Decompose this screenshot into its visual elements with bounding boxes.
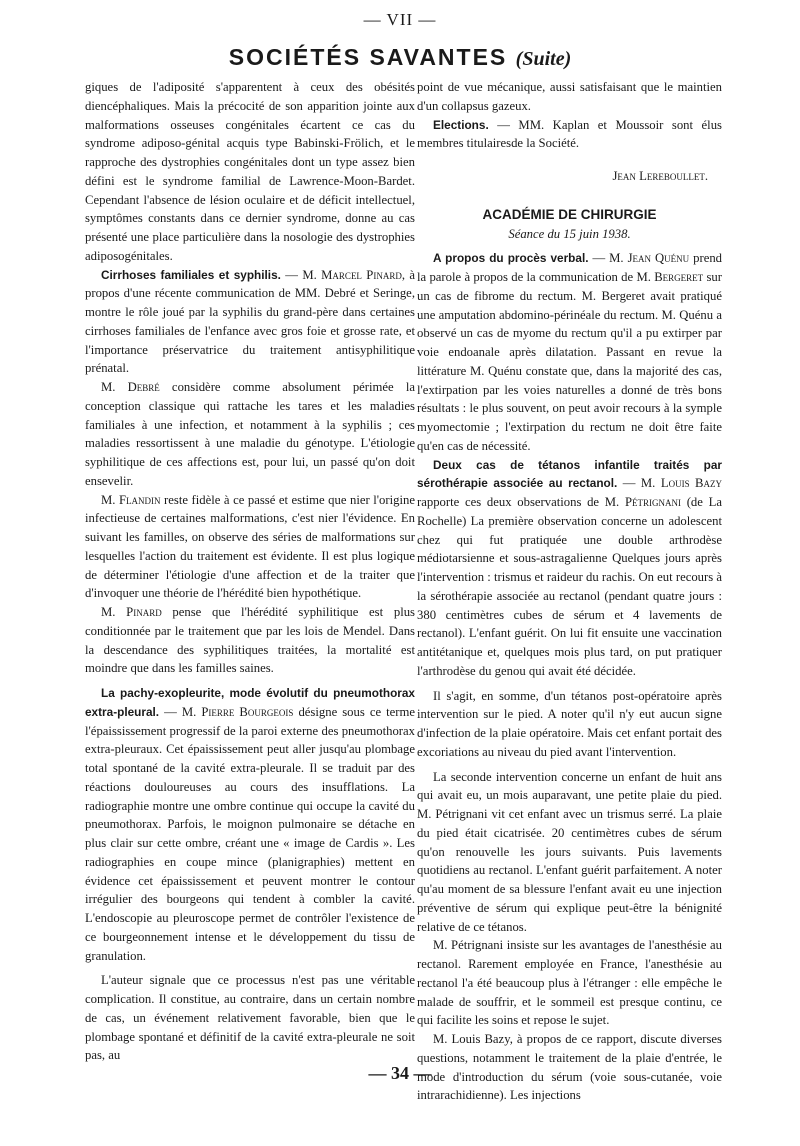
right-paragraph-2: [417, 116, 722, 154]
section-title-academie: ACADÉMIE DE CHIRURGIE: [482, 206, 657, 222]
right-paragraph-3-text-2: sur un cas de fibrome du rectum. M. Bergeret avait pratiqué une amputation abdomino-périnéale du rectum. M. Quénu a observé un cas de myome du rectum qu'il a pu extirper par voie endoanale après dilatation. Passant en revue la littérature M. Quénu constate que, dans la majorité des cas, l'extirpation par les voies naturelles a donné de très bons résultats : le plus souvent, on peut avoir recours à la symple myomectomie ; l'extirpation du rectum ne doit être faite qu'en cas de nécessité.: [417, 270, 722, 453]
author-debre: M. Debré: [101, 380, 160, 394]
right-paragraph-5: Il s'agit, en somme, d'un tétanos post-opératoire après intervention sur le pied. A noter qu'il n'y eut aucun signe d'infection de la plaie opératoire. Mais cet enfant portait des excoriations au niveau du pied avant l'intervention.: [417, 688, 722, 759]
right-paragraph-4-text-2: (de La Rochelle) La première observation concerne un adolescent chez qui fut pratiquée une double arthrodèse médiotarsienne et sous-astragalienne Quelques jours après l'intervention : trismus et raideur du rachis. On eut recours à la sérothérapie associée au rectanol (pendant quatre jours : 380 centimètres cubes de sérum et 4 lavements de rectanol). L'enfant guérit. On lui fit ensuite une vaccination antitétanique et, quelques mois plus tard, on put pratiquer l'arthrodèse du genou qui avait été décidée.: [417, 495, 722, 678]
author-bourgeois: M. Pierre Bourgeois: [181, 704, 294, 719]
right-paragraph-4: Deux cas de tétanos infantile traités par sérothérapie associée au rectanol. — M. Louis Bazy rapporte ces deux observations de M. Pétrignani (de La Rochelle) La première observation concerne un adolescent chez qui fut pratiquée une double arthrodèse médiotarsienne et sous-astragalienne Quelques jours après l'intervention : trismus et raideur du rachis. On eut recours à la sérothérapie associée au rectanol (pendant quatre jours : 380 centimètres cubes de sérum et 4 lavements de rectanol). L'enfant guérit. On lui fit ensuite une vaccination antitétanique et, quelques mois plus tard, on put pratiquer l'arthrodèse du genou qui avait été décidée.: [417, 457, 722, 678]
left-paragraph-1: giques de l'adiposité s'apparentent à ceux des obésités diencéphaliques. Mais la précocité de son apparition jointe aux malformations osseuses congénitales écartent ce cas du syndrome adiposo-génital acquis type Babinski-Frölich, et le rapproche des dystrophies congénitales dont un type assez bien défini est le syndrome familial de Lawrence-Moon-Bardet. Cependant l'absence de lésion oculaire et de déficit intellectuel, symptômes constants dans ce dernier syndrome, donne au cas présenté une place particulière dans la nosologie des dystrophies adiposogénitales.: [85, 80, 415, 263]
rubric-tetanos: Deux cas de tétanos infantile traités par sérothérapie associée au rectanol.: [417, 457, 722, 491]
author-flandin: M. Flandin: [101, 492, 161, 507]
rubric-pachy-exopleurite: La pachy-exopleurite, mode évolutif du pneumothorax extra-pleural.: [85, 686, 415, 719]
left-paragraph-6: La pachy-exopleurite, mode évolutif du pneumothorax extra-pleural. — M. Pierre Bourgeois désigne sous ce terme l'épaississement progressif de la paroi externe des pneumothorax extra-pleuraux. Cet épaississement peut aller jusqu'au plombage total spontané de la cavité extra-pleurale. Il se traduit par des réactions douloureuses au cours des insufflations. La radiographie montre une ombre continue qui occupe la cavité du pneumothorax. Parfois, le moignon pulmonaire se détache en plus clair sur cette ombre, créant une « image de Cardis ». Les radiographies en coupe mince (planigraphies) mettent en évidence cet épaississement et peuvent montrer le contour irrégulier des bourgeons qui tendent à combler la cavité. L'endoscopie au pleuroscope permet de contrôler l'existence de ce bourgeonnement intense et le développement du tissu de granulation.: [85, 686, 416, 963]
author-pinard: M. Marcel Pinard: [302, 267, 402, 282]
right-paragraph-7: M. Pétrignani insiste sur les avantages de l'anesthésie au rectanol. Rarement employée en France, l'anesthésie au rectanol l'a été beaucoup plus à l'étranger : elle empêche le malade de souffrir, et le sommeil est presque continu, ce qui facilite les soins et repose le sujet.: [417, 938, 722, 1028]
author-pinard-2: M. Pinard: [101, 605, 162, 619]
left-paragraph-2-text: , à propos d'une récente communication de MM. Debré et Seringe, montre le rôle joué par la syphilis du grand-père dans certaines cirrhoses familiales de l'enfance avec gros foie et grosse rate, et l'importance préservatrice du traitement antisyphilitique prénatal.: [85, 267, 416, 376]
left-paragraph-4: [85, 491, 415, 604]
author-bazy: M. Louis Bazy: [640, 476, 722, 491]
rubric-proces-verbal: A propos du procès verbal.: [433, 251, 589, 266]
right-paragraph-3-text-1: prend la parole à propos de la communication de: [417, 251, 723, 284]
left-paragraph-4-text: reste fidèle à ce passé et estime que nier l'origine infectieuse de certaines malformations, c'est nier l'évidence. En suivant les familles, on observe des séries de malformations sur lesquelles l'action du traitement est évidente. Il est plus logique de déterminer l'étiologie d'une affection et de la traiter que d'invoquer une théorie de l'hérédité bien hypothétique.: [85, 492, 415, 601]
right-paragraph-6: La seconde intervention concerne un enfant de huit ans qui avait eu, un mois auparavant, une petite plaie du pied. M. Pétrignani vit cet enfant avec un trismus serré. La plaie du pied était cicatrisée. 20 centimètres cubes de sérum qu'on renouvelle les jours suivants. Puis lavements quotidiens au rectanol. L'enfant guérit parfaitement. A noter qu'au moment de sa blessure l'enfant avait eu une injection préventive de sérum qui explique peut-être la bénignité relative de ce tétanos.: [417, 769, 722, 934]
rubric-elections: Elections.: [433, 117, 489, 132]
roman-page-number: — VII —: [363, 10, 437, 29]
left-paragraph-6-text: désigne sous ce terme l'épaississement progressif de la paroi externe des pneumothorax extra-pleuraux. Cet épaississement peut aller jusqu'au plombage total spontané de la cavité extra-pleurale. Il se traduit par des réactions douloureuses au cours des insufflations. La radiographie montre une ombre continue qui occupe la cavité du pneumothorax. Parfois, le moignon pulmonaire se détache en plus clair sur cette ombre, créant une « image de Cardis ». Les radiographies en coupe mince (planigraphies) mettent en évidence cet épaississement et peuvent montrer le contour irrégulier des bourgeons qui tendent à combler la cavité. L'endoscopie au pleuroscope permet de contrôler l'existence de ce bourgeonnement intense et le développement du tissu de granulation.: [85, 704, 416, 963]
page-folio: — 34 —: [368, 1063, 432, 1083]
running-header: [0, 44, 800, 71]
author-petrignani: M. Pétrignani: [604, 495, 681, 509]
right-paragraph-2-text: — MM. Kaplan et Moussoir sont élus membres titulairesde la Société.: [417, 117, 722, 151]
left-paragraph-3: [85, 378, 415, 491]
left-paragraph-5-text: pense que l'hérédité syphilitique est plus conditionnée par le traitement que par les lois de Mendel. Dans la descendance des syphilitiques traitées, la mortalité est moindre que dans les familles saines.: [85, 605, 415, 676]
left-paragraph-3-text: considère comme absolument périmée la conception classique qui rattache les tares et les maladies familiales à une infection, et notamment à la syphilis ; ces maladies ressortissent à une maladie du génotype. L'étiologie syphilitique de ces affections est, pour lui, un passé qu'on doit ensevelir.: [85, 380, 415, 488]
author-bergeret: M. Bergeret: [636, 270, 704, 284]
right-paragraph-8: M. Louis Bazy, à propos de ce rapport, discute diverses questions, notamment le traitement de la plaie d'entrée, le mode d'introduction du sérum (voie sous-cutanée, voie intrarachidienne). Les injections: [417, 1032, 722, 1103]
left-paragraph-5: [85, 603, 415, 678]
header-suite: (Suite): [515, 48, 572, 70]
left-column: [85, 78, 415, 1065]
right-paragraph-1: point de vue mécanique, aussi satisfaisant que le maintien d'un collapsus gazeux.: [417, 80, 722, 113]
session-date: Séance du 15 juin 1938.: [508, 226, 631, 241]
author-quenu: M. Jean Quénu: [609, 251, 690, 266]
header-title: SOCIÉTÉS SAVANTES: [228, 44, 508, 70]
right-column: [417, 78, 722, 1105]
left-paragraph-2: Cirrhoses familiales et syphilis. — M. Marcel Pinard, à propos d'une récente communication de MM. Debré et Seringe, montre le rôle joué par la syphilis du grand-père dans certaines cirrhoses familiales de l'enfance avec gros foie et grosse rate, et l'importance préservatrice du traitement antisyphilitique prénatal.: [85, 267, 416, 376]
right-paragraph-3: A propos du procès verbal. — M. Jean Quénu prend la parole à propos de la communication de M. Bergeret sur un cas de fibrome du rectum. M. Bergeret avait pratiqué une amputation abdomino-périnéale du rectum. M. Quénu a observé un cas de myome du rectum qu'il a pu extirper par voie endoanale après dilatation. Passant en revue la littérature M. Quénu constate que, dans la majorité des cas, l'extirpation par les voies naturelles a donné de très bons résultats : le plus souvent, on peut avoir recours à la symple myomectomie ; l'extirpation du rectum ne doit être faite qu'en cas de nécessité.: [417, 251, 723, 453]
signature-lereboullet: Jean Lereboullet.: [612, 169, 708, 183]
left-paragraph-7: L'auteur signale que ce processus n'est pas une véritable complication. Il constitue, au contraire, dans un certain nombre de cas, un événement relativement favorable, bien que le plombage spontané et définitif de la cavité extra-pleurale ne soit pas, au: [85, 973, 415, 1063]
rubric-cirrhoses: Cirrhoses familiales et syphilis.: [101, 267, 281, 282]
right-paragraph-4-text-1: rapporte ces deux observations de: [417, 495, 605, 509]
